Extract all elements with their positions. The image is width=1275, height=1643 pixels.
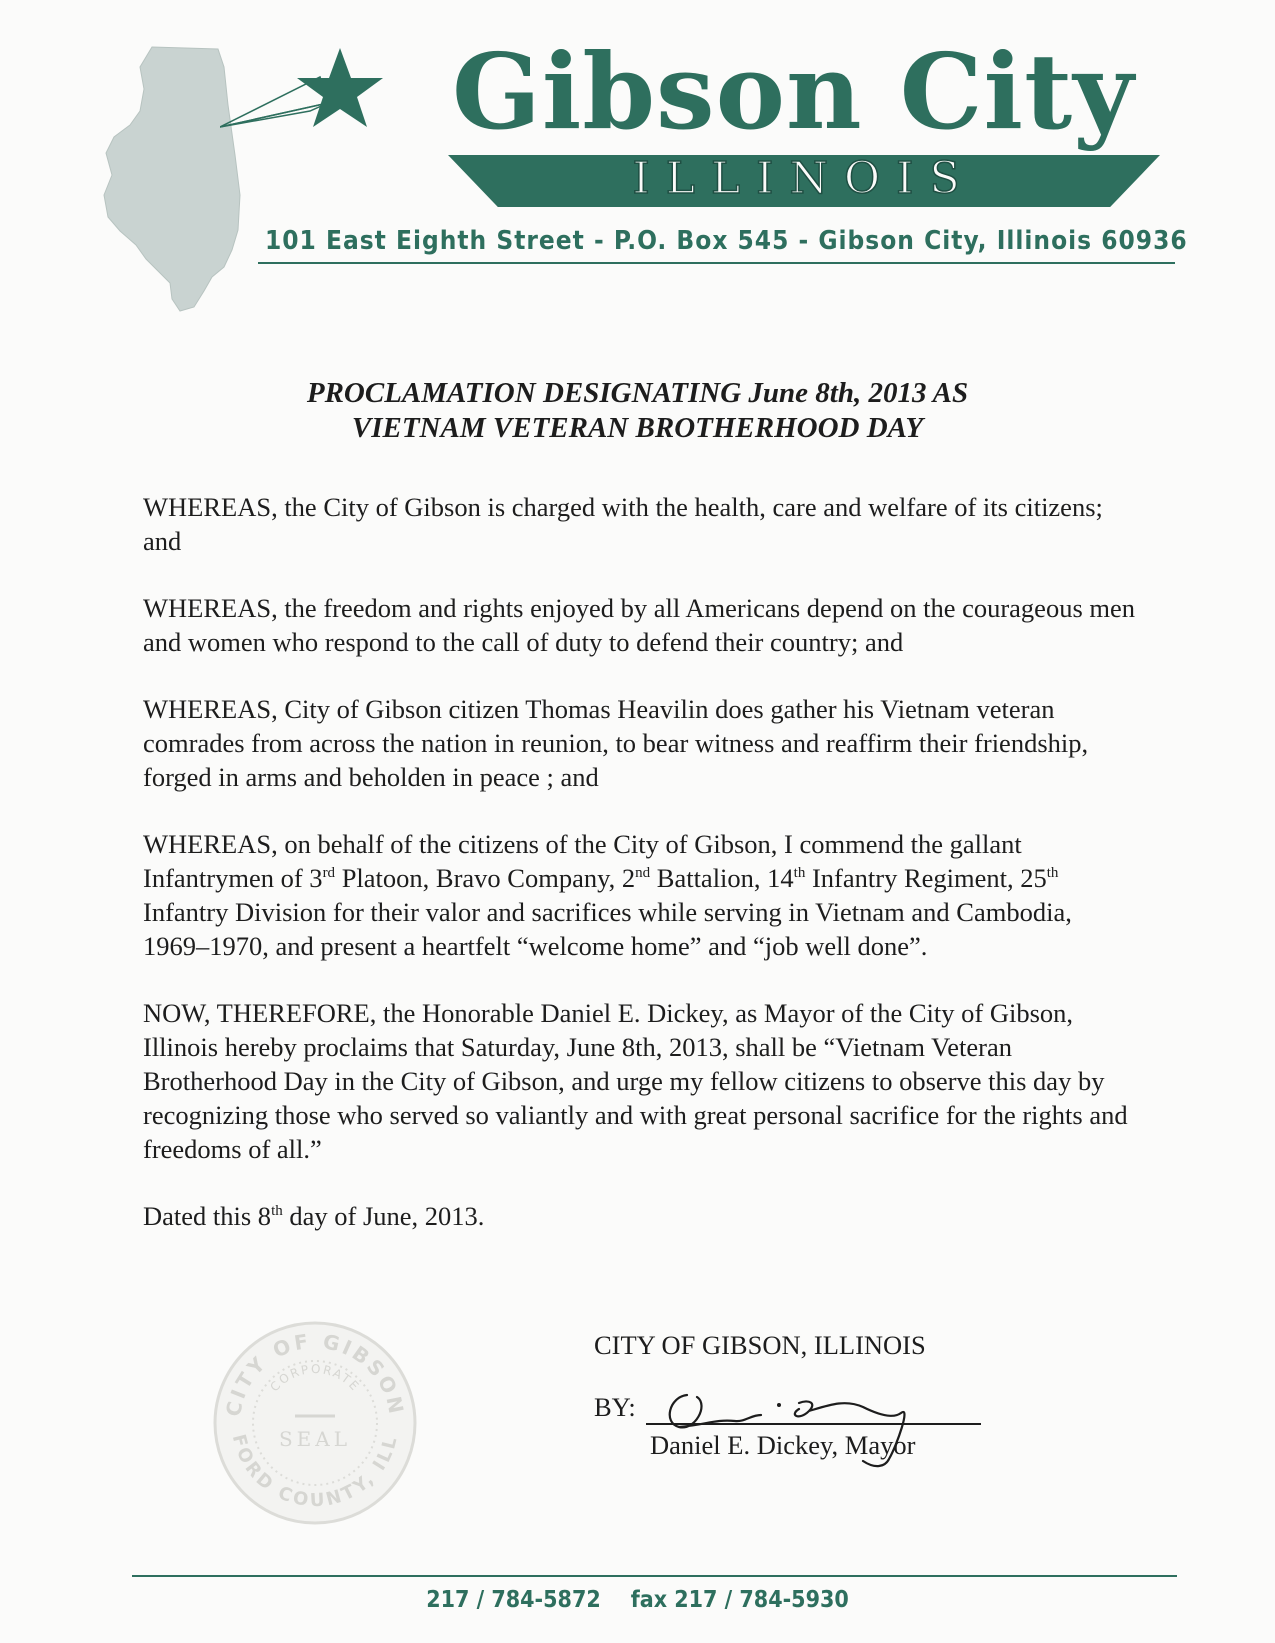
- address-divider: [258, 262, 1175, 264]
- svg-text:FORD COUNTY, ILL: FORD COUNTY, ILL: [227, 1432, 403, 1512]
- whereas-paragraph-4: WHEREAS, on behalf of the citizens of the City of Gibson, I commend the gallant Infantrymen of 3rd Platoon, Bravo Company, 2nd Battalion, 14th Infantry Regiment, 25th Infantry Division for their valor and sacrifices while serving in Vietnam and Cambodia, 1969–1970, and present a heartfelt “welcome home” and “job well done”.: [143, 829, 1072, 961]
- fax-number: fax 217 / 784-5930: [630, 1587, 849, 1613]
- phone-number: 217 / 784-5872: [426, 1587, 601, 1613]
- title-line-1: PROCLAMATION DESIGNATING June 8th, 2013 AS: [306, 377, 969, 409]
- signature-organization: CITY OF GIBSON, ILLINOIS: [594, 1330, 926, 1360]
- therefore-paragraph: NOW, THEREFORE, the Honorable Daniel E. Dickey, as Mayor of the City of Gibson, Illinois hereby proclaims that Saturday, June 8th, 2013, shall be “Vietnam Veteran Brotherhood Day in the City of Gibson, and urge my fellow citizens to observe this day by recognizing those who served so valiantly and with great personal sacrifice for the rights and freedoms of all.”: [143, 998, 1128, 1164]
- title-line-2: VIETNAM VETERAN BROTHERHOOD DAY: [351, 412, 924, 444]
- svg-text:SEAL: SEAL: [278, 1427, 352, 1451]
- footer-divider: [132, 1575, 1177, 1577]
- dated-line: Dated this 8th day of June, 2013.: [143, 1201, 485, 1231]
- city-name: Gibson City: [452, 30, 1135, 153]
- svg-text:CITY OF GIBSON: CITY OF GIBSON: [221, 1328, 410, 1419]
- signer-name: Daniel E. Dickey, Mayor: [650, 1430, 916, 1460]
- state-name: ILLINOIS: [632, 153, 976, 204]
- footer-contact: [0, 1587, 1275, 1613]
- whereas-paragraph-3: WHEREAS, City of Gibson citizen Thomas Heavilin does gather his Vietnam veteran comrades from across the nation in reunion, to bear witness and reaffirm their friendship, forged in arms and beholden in peace ; and: [143, 694, 1089, 792]
- corporate-seal-icon: [210, 1318, 420, 1528]
- whereas-paragraph-2: WHEREAS, the freedom and rights enjoyed by all Americans depend on the courageous men and women who respond to the call of duty to defend their country; and: [143, 593, 1136, 657]
- svg-text:CORPORATE: CORPORATE: [267, 1361, 363, 1395]
- star-icon: [220, 45, 390, 165]
- handwritten-signature: [649, 1375, 939, 1475]
- signature-by-label: BY:: [594, 1392, 636, 1422]
- letterhead: [0, 0, 1275, 330]
- proclamation-title: [0, 376, 1275, 446]
- address: 101 East Eighth Street - P.O. Box 545 - Gibson City, Illinois 60936: [265, 226, 1188, 256]
- whereas-paragraph-1: WHEREAS, the City of Gibson is charged with the health, care and welfare of its citizens; and: [143, 492, 1103, 556]
- proclamation-body: [143, 490, 1143, 1266]
